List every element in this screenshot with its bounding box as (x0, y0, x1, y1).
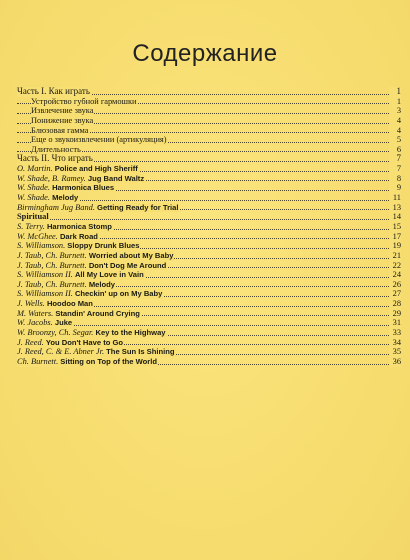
toc-entry-page-number: 15 (389, 222, 401, 232)
toc-entry-page-number: 26 (389, 280, 401, 290)
toc-entry-song: Melody (52, 193, 79, 203)
toc-entry (17, 164, 401, 174)
toc-entry-author: Ch. Burnett. (17, 356, 59, 366)
toc-entry-song: Juke (54, 318, 73, 328)
toc-entry-label (17, 183, 115, 193)
toc-entry-page-number: 28 (389, 299, 401, 309)
toc-entry-label: Часть II. Что играть (17, 153, 93, 164)
toc-entry (17, 309, 401, 319)
toc-entry (17, 126, 401, 136)
toc-entry-page-number: 4 (389, 116, 401, 126)
toc-entry-author: S. Williamson. (17, 241, 66, 251)
toc-entry-page-number: 13 (389, 203, 401, 213)
toc-entry-label (17, 309, 141, 319)
toc-entry (17, 241, 401, 251)
page-title: Содержание (132, 40, 278, 67)
toc-entry-label (17, 270, 145, 280)
toc-entry (17, 270, 401, 280)
toc-entry-page-number: 33 (389, 328, 401, 338)
toc-entry-label: Извлечение звука (31, 106, 94, 116)
toc-entry-label: Понижение звука (31, 115, 94, 125)
toc-entry-label: Еще о звукоизвлечении (артикуляция) (31, 135, 167, 145)
toc-entry-song: Getting Ready for Trial (97, 202, 179, 212)
toc-entry-author: W. Jacobs. (17, 318, 53, 328)
toc-entry-label (17, 261, 167, 271)
toc-entry-page-number: 3 (389, 106, 401, 116)
toc-entry-page-number: 9 (389, 183, 401, 193)
toc-entry-label (17, 347, 176, 357)
toc-entry (17, 289, 401, 299)
toc-entry-song: Jug Band Waltz (87, 173, 145, 183)
toc-entry-page-number: 35 (389, 347, 401, 357)
toc-entry (17, 222, 401, 232)
leader-dots (17, 219, 389, 220)
toc-entry-song: Harmonica Stomp (46, 221, 112, 231)
toc-entry-page-number: 34 (389, 338, 401, 348)
toc-entry-author: J. Wells. (17, 299, 45, 309)
toc-entry (17, 154, 401, 164)
toc-entry (17, 299, 401, 309)
toc-entry-label (17, 280, 116, 290)
toc-entry-author: J. Taub, Ch. Burnett. (17, 279, 87, 289)
toc-entry (17, 232, 401, 242)
toc-entry-page-number: 31 (389, 318, 401, 328)
toc-entry (17, 318, 401, 328)
toc-entry-song: Worried about My Baby (88, 250, 174, 260)
toc-entry-author: W. Broonzy, Ch. Segar. (17, 328, 94, 338)
toc-entry-page-number: 14 (389, 212, 401, 222)
toc-entry-label (17, 241, 140, 251)
toc-entry-song: Checkin' up on My Baby (74, 289, 163, 299)
toc-entry-label: Блюзовая гамма (31, 125, 89, 135)
toc-entry-page-number: 4 (389, 126, 401, 136)
toc-entry-label (17, 193, 79, 203)
toc-entry-page-number: 6 (389, 145, 401, 155)
toc-entry-label (17, 318, 73, 328)
toc-entry-song: Don't Dog Me Around (88, 260, 167, 270)
toc-entry-author: W. Shade, B. Ramey. (17, 173, 86, 183)
toc-entry-label (17, 174, 145, 184)
toc-entry-page-number: 8 (389, 174, 401, 184)
toc-entry-author: J. Reed. (17, 337, 44, 347)
toc-entry-author: S. Williamson II. (17, 289, 73, 299)
toc-entry (17, 280, 401, 290)
toc-entry-song: Key to the Highway (95, 328, 166, 338)
toc-entry-song: Melody (88, 279, 115, 289)
toc-entry (17, 261, 401, 271)
toc-entry-song: You Don't Have to Go (45, 337, 124, 347)
toc-entry-song: Sitting on Top of the World (60, 356, 158, 366)
toc-entry-page-number: 29 (389, 309, 401, 319)
toc-entry-author: W. McGhee. (17, 231, 58, 241)
toc-entry-label: Spiritual (17, 212, 49, 222)
toc-entry-author: W. Shade. (17, 183, 50, 193)
toc-entry-song: The Sun Is Shining (106, 347, 175, 357)
toc-entry-page-number: 22 (389, 261, 401, 271)
toc-entry-page-number: 21 (389, 251, 401, 261)
toc-entry (17, 174, 401, 184)
toc-entry-label: Часть I. Как играть (17, 86, 90, 96)
toc-entry-author: O. Martin. (17, 164, 53, 174)
toc-entry (17, 106, 401, 116)
toc-entry-page-number: 7 (389, 154, 401, 164)
toc-entry-author: S. Terry. (17, 221, 45, 231)
toc-entry-song: Hoodoo Man (46, 299, 93, 309)
toc-entry-song: Dark Road (59, 231, 98, 241)
toc-entry (17, 212, 401, 222)
toc-entry-author: J. Taub, Ch. Burnett. (17, 260, 87, 270)
toc-entry-author: J. Taub, Ch. Burnett. (17, 250, 87, 260)
toc-entry-page-number: 1 (389, 87, 401, 97)
toc-entry-label (17, 222, 113, 232)
toc-entry-song: Standin' Around Crying (55, 308, 140, 318)
toc-entry-label: Устройство губной гармошки (31, 96, 137, 106)
toc-entry (17, 193, 401, 203)
table-of-contents (17, 87, 401, 367)
toc-entry-song: All My Love in Vain (74, 270, 144, 280)
toc-entry-label: Длительность (31, 144, 81, 154)
toc-entry (17, 251, 401, 261)
toc-entry-author: J. Reed, C. & E. Abner Jr. (17, 347, 105, 357)
toc-entry-author: S. Williamson II. (17, 270, 73, 280)
toc-entry (17, 183, 401, 193)
toc-entry-page-number: 19 (389, 241, 401, 251)
toc-entry-label (17, 328, 167, 338)
toc-entry-song: Harmonica Blues (52, 183, 115, 193)
toc-entry (17, 135, 401, 145)
toc-entry-author: M. Waters. (17, 308, 54, 318)
toc-entry-author: W. Shade. (17, 193, 50, 203)
toc-entry-song: Sloppy Drunk Blues (67, 241, 140, 251)
toc-entry-page-number: 7 (389, 164, 401, 174)
toc-entry-label (17, 232, 99, 242)
toc-entry (17, 116, 401, 126)
toc-entry-page-number: 1 (389, 97, 401, 107)
toc-entry-label (17, 251, 174, 261)
toc-entry-page-number: 11 (389, 193, 401, 203)
toc-entry (17, 97, 401, 107)
toc-entry (17, 328, 401, 338)
toc-entry-page-number: 36 (389, 357, 401, 367)
toc-entry-label (17, 338, 124, 348)
toc-entry-page-number: 27 (389, 289, 401, 299)
toc-entry-label (17, 164, 139, 174)
toc-entry-page-number: 5 (389, 135, 401, 145)
toc-entry-label (17, 357, 158, 367)
toc-entry-author: Birmingham Jug Band. (17, 202, 95, 212)
toc-entry-label (17, 289, 163, 299)
toc-entry (17, 87, 401, 97)
toc-entry-label (17, 203, 179, 213)
toc-entry-page-number: 24 (389, 270, 401, 280)
toc-entry (17, 338, 401, 348)
toc-entry (17, 347, 401, 357)
toc-entry-page-number: 17 (389, 232, 401, 242)
toc-entry-label (17, 299, 94, 309)
toc-entry (17, 357, 401, 367)
toc-entry (17, 203, 401, 213)
toc-entry-song: Police and High Sheriff (54, 164, 138, 174)
